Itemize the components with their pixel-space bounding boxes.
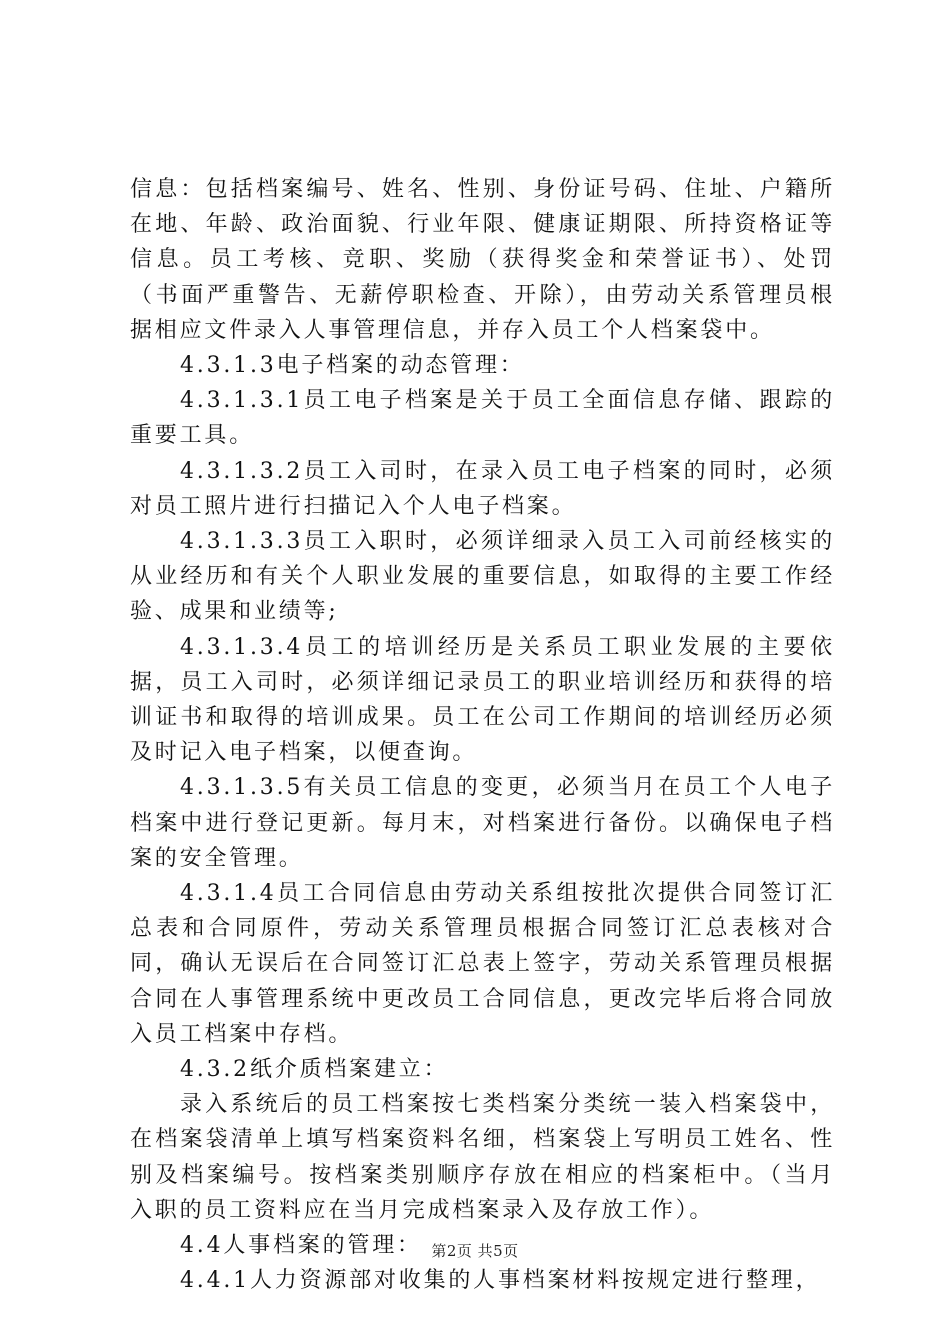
paragraph-4-3-1-3-2: 4.3.1.3.2员工入司时，在录入员工电子档案的同时，必须对员工照片进行扫描记入个人电子档案。 [130, 458, 835, 519]
paragraph-4-3-1-3-1: 4.3.1.3.1员工电子档案是关于员工全面信息存储、跟踪的重要工具。 [130, 388, 835, 449]
paragraph-4-3-1-3-3: 4.3.1.3.3员工入职时，必须详细录入员工入司前经核实的从业经历和有关个人职业发展的重要信息，如取得的主要工作经验、成果和业绩等; [130, 529, 835, 625]
paragraph-4-3-1-3-4: 4.3.1.3.4员工的培训经历是关系员工职业发展的主要依据，员工入司时，必须详细记录员工的职业培训经历和获得的培训证书和取得的培训成果。员工在公司工作期间的培训经历必须及时记入电子档案，以便查询。 [130, 634, 835, 766]
paragraph-4-3-1-4: 4.3.1.4员工合同信息由劳动关系组按批次提供合同签订汇总表和合同原件，劳动关系管理员根据合同签订汇总表核对合同，确认无误后在合同签订汇总表上签字，劳动关系管理员根据合同在人事管理系统中更改员工合同信息，更改完毕后将合同放入员工档案中存档。 [130, 881, 835, 1047]
paragraph-4-3-1-3-heading: 4.3.1.3电子档案的动态管理： [180, 353, 525, 379]
paragraph-4-3-1-3-5: 4.3.1.3.5有关员工信息的变更，必须当月在员工个人电子档案中进行登记更新。每月末，对档案进行备份。以确保电子档案的安全管理。 [130, 775, 835, 871]
paragraph-4-3-2-heading: 4.3.2纸介质档案建立： [180, 1057, 449, 1083]
document-body [130, 172, 835, 1299]
paragraph-4-4-heading: 4.4人事档案的管理： [180, 1233, 422, 1259]
paragraph-personnel-info: 信息：包括档案编号、姓名、性别、身份证号码、住址、户籍所在地、年龄、政治面貌、行业年限、健康证期限、所持资格证等信息。员工考核、竞职、奖励（获得奖金和荣誉证书）、处罚（书面严重警告、无薪停职检查、开除），由劳动关系管理员根据相应文件录入人事管理信息，并存入员工个人档案袋中。 [130, 177, 835, 343]
paragraph-paper-archive: 录入系统后的员工档案按七类档案分类统一装入档案袋中，在档案袋清单上填写档案资料名细，档案袋上写明员工姓名、性别及档案编号。按档案类别顺序存放在相应的档案柜中。（当月入职的员工资料应在当月完成档案录入及存放工作）。 [130, 1092, 835, 1223]
page-number-footer: 第2页 共5页 [431, 1242, 519, 1260]
paragraph-4-4-1: 4.4.1人力资源部对收集的人事档案材料按规定进行整理， [180, 1268, 821, 1294]
